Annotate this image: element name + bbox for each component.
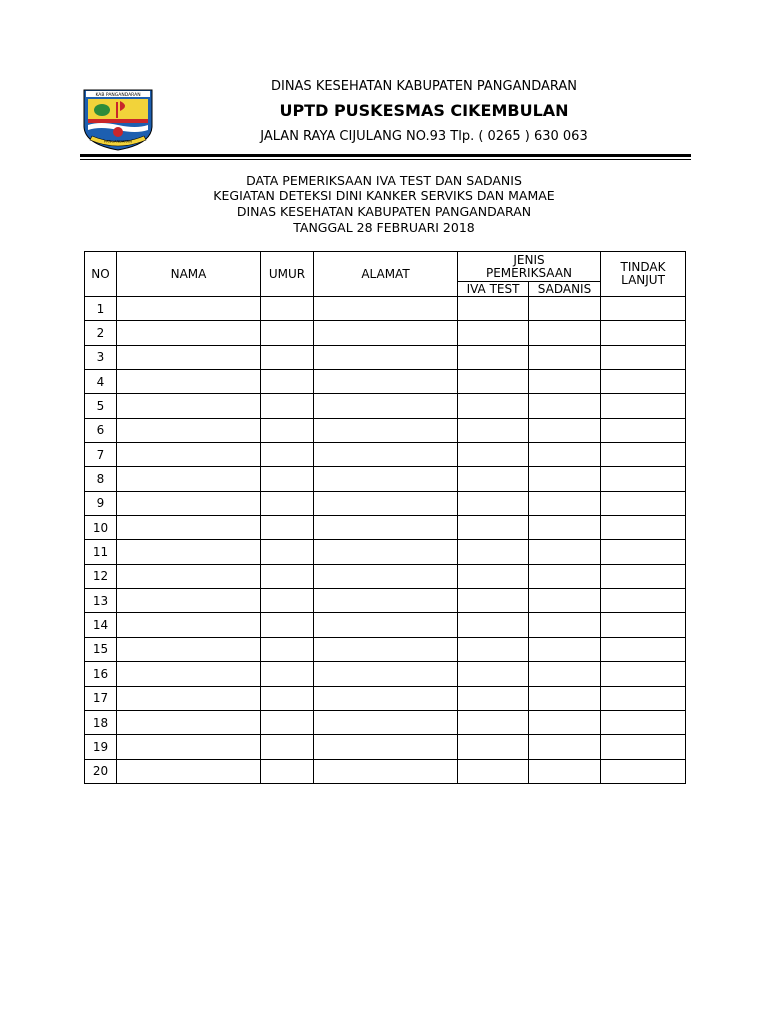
cell-iva xyxy=(458,589,529,613)
cell-iva xyxy=(458,370,529,394)
cell-umur xyxy=(261,370,314,394)
cell-sadanis xyxy=(529,686,601,710)
cell-umur xyxy=(261,710,314,734)
cell-iva xyxy=(458,662,529,686)
table-row xyxy=(85,564,686,588)
cell-umur xyxy=(261,540,314,564)
cell-iva xyxy=(458,686,529,710)
cell-no: 15 xyxy=(85,637,117,661)
cell-tindak xyxy=(601,467,686,491)
cell-iva xyxy=(458,540,529,564)
cell-alamat xyxy=(314,345,458,369)
table-row xyxy=(85,370,686,394)
cell-nama xyxy=(117,443,261,467)
cell-nama xyxy=(117,394,261,418)
cell-tindak xyxy=(601,662,686,686)
cell-alamat xyxy=(314,662,458,686)
cell-iva xyxy=(458,297,529,321)
cell-umur xyxy=(261,516,314,540)
cell-umur xyxy=(261,637,314,661)
cell-alamat xyxy=(314,418,458,442)
cell-alamat xyxy=(314,370,458,394)
cell-alamat xyxy=(314,637,458,661)
cell-umur xyxy=(261,394,314,418)
cell-tindak xyxy=(601,637,686,661)
cell-no: 11 xyxy=(85,540,117,564)
cell-iva xyxy=(458,735,529,759)
cell-tindak xyxy=(601,370,686,394)
exam-data-table xyxy=(84,251,686,784)
svg-text:PANGANDARAN: PANGANDARAN xyxy=(104,139,132,144)
cell-iva xyxy=(458,394,529,418)
cell-no: 7 xyxy=(85,443,117,467)
svg-text:KAB PANGANDARAN: KAB PANGANDARAN xyxy=(95,93,141,98)
cell-tindak xyxy=(601,321,686,345)
col-header-alamat: ALAMAT xyxy=(314,252,458,297)
cell-tindak xyxy=(601,540,686,564)
cell-alamat xyxy=(314,491,458,515)
table-row xyxy=(85,613,686,637)
table-row xyxy=(85,297,686,321)
col-header-jenis-line-2: PEMERIKSAAN xyxy=(485,265,573,280)
cell-no: 8 xyxy=(85,467,117,491)
cell-umur xyxy=(261,564,314,588)
cell-nama xyxy=(117,564,261,588)
col-header-sadanis: SADANIS xyxy=(529,282,601,297)
cell-no: 6 xyxy=(85,418,117,442)
cell-tindak xyxy=(601,613,686,637)
cell-sadanis xyxy=(529,467,601,491)
cell-no: 13 xyxy=(85,589,117,613)
cell-nama xyxy=(117,370,261,394)
col-header-jenis-pemeriksaan xyxy=(458,252,601,282)
cell-nama xyxy=(117,516,261,540)
cell-sadanis xyxy=(529,613,601,637)
cell-sadanis xyxy=(529,710,601,734)
cell-umur xyxy=(261,589,314,613)
cell-iva xyxy=(458,710,529,734)
table-row xyxy=(85,735,686,759)
cell-iva xyxy=(458,491,529,515)
cell-nama xyxy=(117,491,261,515)
cell-nama xyxy=(117,540,261,564)
doc-title-line-4: TANGGAL 28 FEBRUARI 2018 xyxy=(293,220,475,235)
cell-sadanis xyxy=(529,370,601,394)
cell-no: 4 xyxy=(85,370,117,394)
cell-umur xyxy=(261,297,314,321)
cell-sadanis xyxy=(529,321,601,345)
cell-nama xyxy=(117,297,261,321)
table-row xyxy=(85,589,686,613)
cell-alamat xyxy=(314,394,458,418)
cell-sadanis xyxy=(529,637,601,661)
col-header-jenis-line-1: JENIS xyxy=(513,252,545,267)
cell-no: 5 xyxy=(85,394,117,418)
cell-umur xyxy=(261,735,314,759)
doc-title-line-3: DINAS KESEHATAN KABUPATEN PANGANDARAN xyxy=(236,204,532,219)
cell-tindak xyxy=(601,491,686,515)
cell-iva xyxy=(458,443,529,467)
cell-iva xyxy=(458,321,529,345)
cell-alamat xyxy=(314,686,458,710)
table-row xyxy=(85,686,686,710)
cell-no: 2 xyxy=(85,321,117,345)
cell-alamat xyxy=(314,564,458,588)
col-header-tindak-lanjut xyxy=(601,252,686,297)
cell-nama xyxy=(117,662,261,686)
cell-sadanis xyxy=(529,443,601,467)
cell-sadanis xyxy=(529,662,601,686)
cell-sadanis xyxy=(529,540,601,564)
col-header-no: NO xyxy=(85,252,117,297)
cell-nama xyxy=(117,759,261,783)
cell-iva xyxy=(458,637,529,661)
cell-iva xyxy=(458,467,529,491)
cell-sadanis xyxy=(529,759,601,783)
cell-sadanis xyxy=(529,394,601,418)
cell-sadanis xyxy=(529,345,601,369)
cell-alamat xyxy=(314,613,458,637)
cell-nama xyxy=(117,589,261,613)
cell-nama xyxy=(117,321,261,345)
cell-sadanis xyxy=(529,735,601,759)
table-row xyxy=(85,540,686,564)
cell-tindak xyxy=(601,345,686,369)
cell-iva xyxy=(458,516,529,540)
cell-tindak xyxy=(601,589,686,613)
table-row xyxy=(85,516,686,540)
cell-sadanis xyxy=(529,516,601,540)
table-row xyxy=(85,637,686,661)
cell-alamat xyxy=(314,516,458,540)
cell-sadanis xyxy=(529,564,601,588)
cell-nama xyxy=(117,418,261,442)
cell-umur xyxy=(261,491,314,515)
col-header-iva-test: IVA TEST xyxy=(458,282,529,297)
cell-nama xyxy=(117,467,261,491)
cell-no: 14 xyxy=(85,613,117,637)
cell-iva xyxy=(458,759,529,783)
cell-alamat xyxy=(314,297,458,321)
cell-alamat xyxy=(314,710,458,734)
col-header-umur: UMUR xyxy=(261,252,314,297)
cell-alamat xyxy=(314,443,458,467)
cell-alamat xyxy=(314,589,458,613)
cell-umur xyxy=(261,613,314,637)
cell-tindak xyxy=(601,710,686,734)
cell-no: 19 xyxy=(85,735,117,759)
cell-nama xyxy=(117,710,261,734)
col-header-tindak-line-2: LANJUT xyxy=(621,273,665,287)
cell-no: 1 xyxy=(85,297,117,321)
cell-umur xyxy=(261,662,314,686)
table-row xyxy=(85,443,686,467)
cell-umur xyxy=(261,345,314,369)
agency-name: DINAS KESEHATAN KABUPATEN PANGANDARAN xyxy=(270,79,578,94)
cell-nama xyxy=(117,735,261,759)
cell-no: 18 xyxy=(85,710,117,734)
doc-title-line-1: DATA PEMERIKSAAN IVA TEST DAN SADANIS xyxy=(246,173,522,188)
cell-iva xyxy=(458,564,529,588)
cell-tindak xyxy=(601,297,686,321)
cell-tindak xyxy=(601,759,686,783)
doc-title-line-2: KEGIATAN DETEKSI DINI KANKER SERVIKS DAN MAMAE xyxy=(213,188,555,203)
cell-alamat xyxy=(314,540,458,564)
cell-alamat xyxy=(314,467,458,491)
cell-umur xyxy=(261,443,314,467)
table-row xyxy=(85,345,686,369)
cell-no: 17 xyxy=(85,686,117,710)
cell-alamat xyxy=(314,321,458,345)
cell-iva xyxy=(458,613,529,637)
cell-umur xyxy=(261,759,314,783)
cell-tindak xyxy=(601,686,686,710)
cell-tindak xyxy=(601,443,686,467)
cell-no: 10 xyxy=(85,516,117,540)
cell-tindak xyxy=(601,735,686,759)
cell-tindak xyxy=(601,564,686,588)
cell-umur xyxy=(261,686,314,710)
cell-no: 3 xyxy=(85,345,117,369)
cell-umur xyxy=(261,467,314,491)
header-divider-thick xyxy=(80,154,691,157)
cell-iva xyxy=(458,345,529,369)
cell-sadanis xyxy=(529,491,601,515)
table-row xyxy=(85,662,686,686)
cell-umur xyxy=(261,321,314,345)
cell-tindak xyxy=(601,394,686,418)
unit-address: JALAN RAYA CIJULANG NO.93 Tlp. ( 0265 ) 630 063 xyxy=(260,129,588,144)
cell-no: 16 xyxy=(85,662,117,686)
cell-umur xyxy=(261,418,314,442)
unit-name: UPTD PUSKESMAS CIKEMBULAN xyxy=(279,101,569,120)
table-row xyxy=(85,759,686,783)
table-row xyxy=(85,491,686,515)
cell-no: 9 xyxy=(85,491,117,515)
cell-sadanis xyxy=(529,418,601,442)
table-row xyxy=(85,418,686,442)
cell-tindak xyxy=(601,418,686,442)
cell-nama xyxy=(117,686,261,710)
cell-nama xyxy=(117,637,261,661)
cell-iva xyxy=(458,418,529,442)
cell-no: 12 xyxy=(85,564,117,588)
table-row xyxy=(85,467,686,491)
cell-alamat xyxy=(314,735,458,759)
cell-no: 20 xyxy=(85,759,117,783)
cell-nama xyxy=(117,613,261,637)
cell-alamat xyxy=(314,759,458,783)
cell-sadanis xyxy=(529,589,601,613)
table-row xyxy=(85,710,686,734)
col-header-nama: NAMA xyxy=(117,252,261,297)
table-row xyxy=(85,321,686,345)
table-row xyxy=(85,394,686,418)
cell-tindak xyxy=(601,516,686,540)
col-header-tindak-line-1: TINDAK xyxy=(620,260,666,274)
header-divider-thin xyxy=(80,159,691,160)
cell-sadanis xyxy=(529,297,601,321)
cell-nama xyxy=(117,345,261,369)
